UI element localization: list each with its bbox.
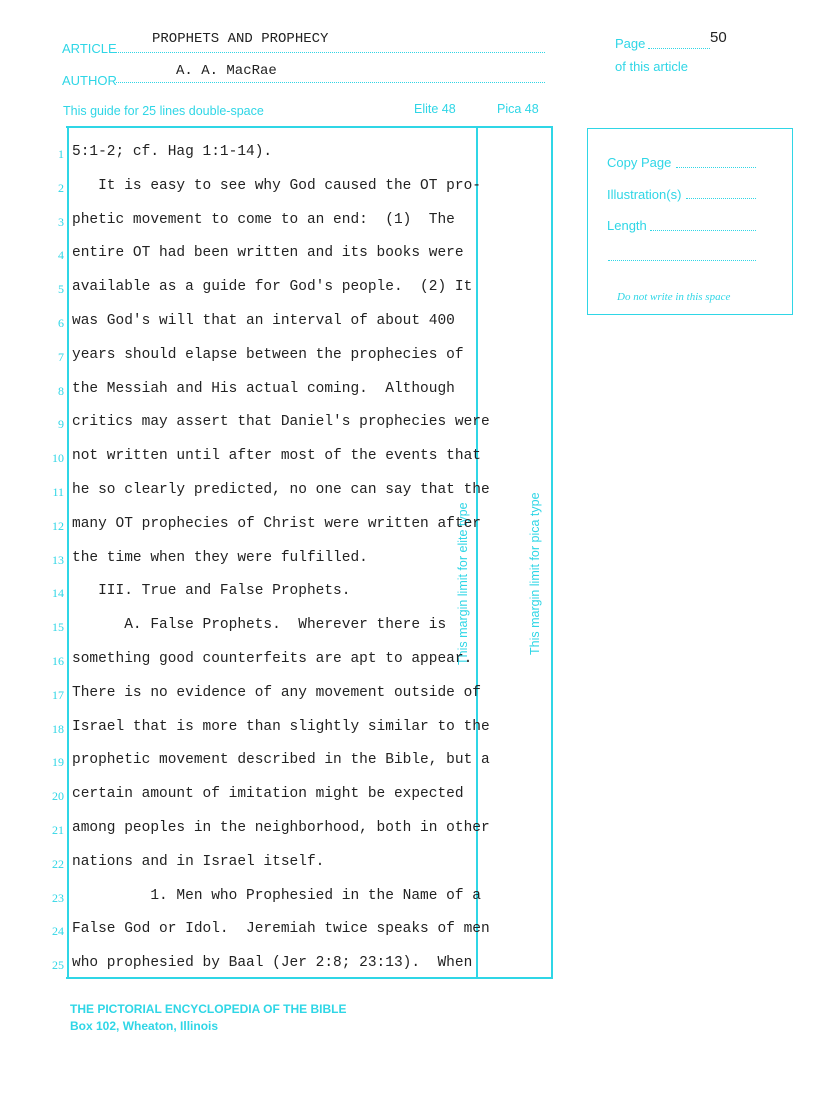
line-number: 19 bbox=[52, 755, 64, 770]
article-title: PROPHETS AND PROPHECY bbox=[152, 31, 329, 47]
blank-line bbox=[608, 260, 756, 261]
typed-line: years should elapse between the prophecies of bbox=[72, 346, 464, 363]
page-line bbox=[648, 48, 710, 49]
line-number: 20 bbox=[52, 789, 64, 804]
author-label: AUTHOR bbox=[62, 73, 117, 88]
typed-line: A. False Prophets. Wherever there is bbox=[72, 617, 447, 634]
left-margin-rule bbox=[67, 126, 69, 978]
typed-line: the time when they were fulfilled. bbox=[72, 549, 368, 566]
illustrations-label: Illustration(s) bbox=[607, 187, 682, 202]
line-number: 8 bbox=[58, 383, 64, 398]
typed-line: It is easy to see why God caused the OT pro- bbox=[72, 177, 481, 194]
line-number: 17 bbox=[52, 687, 64, 702]
line-number: 23 bbox=[52, 890, 64, 905]
line-number: 1 bbox=[58, 147, 64, 161]
typed-line: 5:1-2; cf. Hag 1:1-14). bbox=[72, 144, 273, 160]
typed-line: many OT prophecies of Christ were written after bbox=[72, 515, 481, 532]
line-number: 5 bbox=[58, 282, 64, 297]
line-number: 2 bbox=[58, 180, 64, 195]
line-number: 25 bbox=[52, 958, 64, 973]
pica-margin-rule bbox=[551, 126, 553, 978]
elite-margin-rule bbox=[476, 126, 478, 978]
copy-page-line bbox=[676, 167, 756, 168]
line-number: 15 bbox=[52, 620, 64, 635]
length-label: Length bbox=[607, 218, 647, 233]
pica-margin-note: This margin limit for pica type bbox=[528, 492, 542, 655]
copy-page-label: Copy Page bbox=[607, 155, 672, 170]
typed-line: False God or Idol. Jeremiah twice speaks of men bbox=[72, 921, 490, 938]
typed-line: critics may assert that Daniel's prophecies were bbox=[72, 414, 490, 431]
line-number: 6 bbox=[58, 316, 64, 330]
line-number: 14 bbox=[52, 586, 64, 601]
typed-line: available as a guide for God's people. (2) It bbox=[72, 279, 473, 296]
typed-line: among peoples in the neighborhood, both in other bbox=[72, 820, 490, 836]
typed-line: who prophesied by Baal (Jer 2:8; 23:13). When bbox=[72, 955, 473, 972]
author-name: A. A. MacRae bbox=[176, 63, 277, 79]
illustrations-line bbox=[686, 198, 756, 199]
elite-margin-note: This margin limit for elite type bbox=[456, 502, 470, 665]
line-number: 21 bbox=[52, 823, 64, 837]
line-number: 13 bbox=[52, 552, 64, 567]
line-number: 22 bbox=[52, 856, 64, 871]
typed-line: was God's will that an interval of about 400 bbox=[72, 313, 455, 329]
elite-label: Elite 48 bbox=[414, 102, 456, 116]
typed-line: certain amount of imitation might be expected bbox=[72, 786, 464, 803]
article-line bbox=[115, 52, 545, 53]
typed-line: he so clearly predicted, no one can say that the bbox=[72, 482, 490, 498]
length-line bbox=[650, 230, 756, 231]
typed-line: There is no evidence of any movement outside of bbox=[72, 684, 481, 701]
line-number: 10 bbox=[52, 451, 64, 466]
line-number: 9 bbox=[58, 417, 64, 432]
line-number: 24 bbox=[52, 924, 64, 939]
line-number: 4 bbox=[58, 248, 64, 263]
line-number: 11 bbox=[52, 485, 64, 499]
page-label: Page bbox=[615, 36, 646, 51]
typed-line: III. True and False Prophets. bbox=[72, 583, 351, 600]
typed-line: 1. Men who Prophesied in the Name of a bbox=[72, 887, 481, 904]
typed-line: prophetic movement described in the Bible, but a bbox=[72, 752, 490, 769]
guide-bottom-rule bbox=[66, 977, 553, 979]
page-number: 50 bbox=[710, 29, 727, 46]
typed-line: nations and in Israel itself. bbox=[72, 853, 325, 870]
typed-line: phetic movement to come to an end: (1) The bbox=[72, 211, 455, 228]
publisher-name: THE PICTORIAL ENCYCLOPEDIA OF THE BIBLE bbox=[70, 1002, 347, 1016]
guide-label: This guide for 25 lines double-space bbox=[63, 104, 264, 118]
line-number: 7 bbox=[58, 349, 64, 364]
publisher-address: Box 102, Wheaton, Illinois bbox=[70, 1019, 219, 1033]
line-number: 3 bbox=[58, 214, 64, 229]
pica-label: Pica 48 bbox=[497, 102, 539, 116]
of-article-label: of this article bbox=[615, 59, 688, 74]
article-label: ARTICLE bbox=[62, 41, 117, 56]
guide-top-rule bbox=[66, 126, 553, 128]
typed-line: entire OT had been written and its books were bbox=[72, 245, 464, 262]
typed-line: Israel that is more than slightly similar to the bbox=[72, 718, 490, 735]
author-line bbox=[116, 82, 545, 83]
typed-line: not written until after most of the events that bbox=[72, 448, 481, 465]
line-number: 16 bbox=[52, 654, 64, 668]
typed-line: the Messiah and His actual coming. Although bbox=[72, 380, 455, 397]
typed-line: something good counterfeits are apt to appear. bbox=[72, 651, 473, 667]
line-number: 12 bbox=[52, 518, 64, 533]
do-not-write-note: Do not write in this space bbox=[617, 291, 731, 303]
line-number: 18 bbox=[52, 721, 64, 736]
